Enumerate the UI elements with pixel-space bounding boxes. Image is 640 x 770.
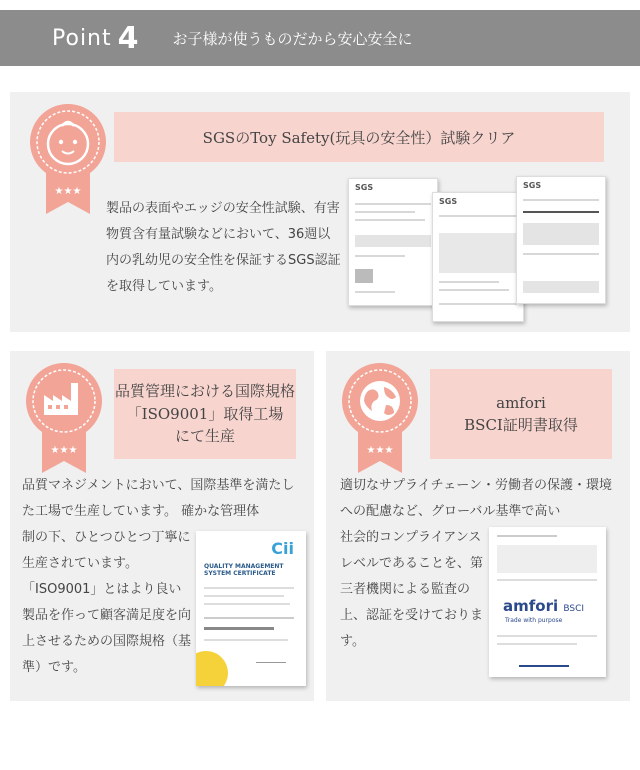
sgs-panel (10, 92, 630, 332)
amfori-certificate: amfori BSCI Trade with purpose (489, 527, 606, 677)
iso-description-bottom: 制の下、ひとつひとつ丁寧に生産されています。「ISO9001」とはより良い製品を作って顧客満足度を向上させるための国際規格（基準）です。 (22, 530, 192, 675)
svg-text:★★★: ★★★ (50, 445, 78, 456)
amfori-panel (326, 351, 630, 701)
sgs-banner: SGSのToy Safety(玩具の安全性）試験クリア (114, 112, 604, 162)
sgs-description: 製品の表面やエッジの安全性試験、有害物質含有量試験などにおいて、36週以内の乳幼児の安全性を保証するSGS認証を取得しています。 (106, 201, 341, 294)
svg-text:★★★: ★★★ (54, 186, 82, 197)
sgs-report-doc-1: SGS (348, 178, 438, 306)
sgs-report-doc-3: SGS (516, 176, 606, 304)
svg-text:★★★: ★★★ (366, 445, 394, 456)
iso-panel (10, 351, 314, 701)
iso-banner: 品質管理における国際規格 「ISO9001」取得工場 にて生産 (114, 369, 296, 459)
iso-certificate: Cii QUALITY MANAGEMENT SYSTEM CERTIFICATE (196, 531, 306, 686)
baby-face-icon (24, 102, 112, 218)
amfori-logo: amfori BSCI (503, 597, 585, 615)
globe-icon (336, 361, 424, 477)
iso-description-top: 品質マネジメントにおいて、国際基準を満たした工場で生産しています。 確かな管理体 (22, 478, 295, 519)
sgs-report-doc-2: SGS (432, 192, 524, 322)
factory-icon (20, 361, 108, 477)
amfori-description-bottom: 社会的コンプライアンスレベルであることを、第三者機関による監査の上、認証を受けております。 (340, 530, 484, 649)
amfori-description-top: 適切なサプライチェーン・労働者の保護・環境への配慮など、グローバル基準で高い (340, 478, 612, 519)
amfori-banner: amfori BSCI証明書取得 (430, 369, 612, 459)
point-label: Point (52, 25, 112, 51)
cii-logo: Cii (271, 539, 294, 558)
point-number: 4 (117, 20, 139, 56)
header-title: お子様が使うものだから安心安全に (172, 29, 413, 48)
section-header (0, 10, 640, 66)
